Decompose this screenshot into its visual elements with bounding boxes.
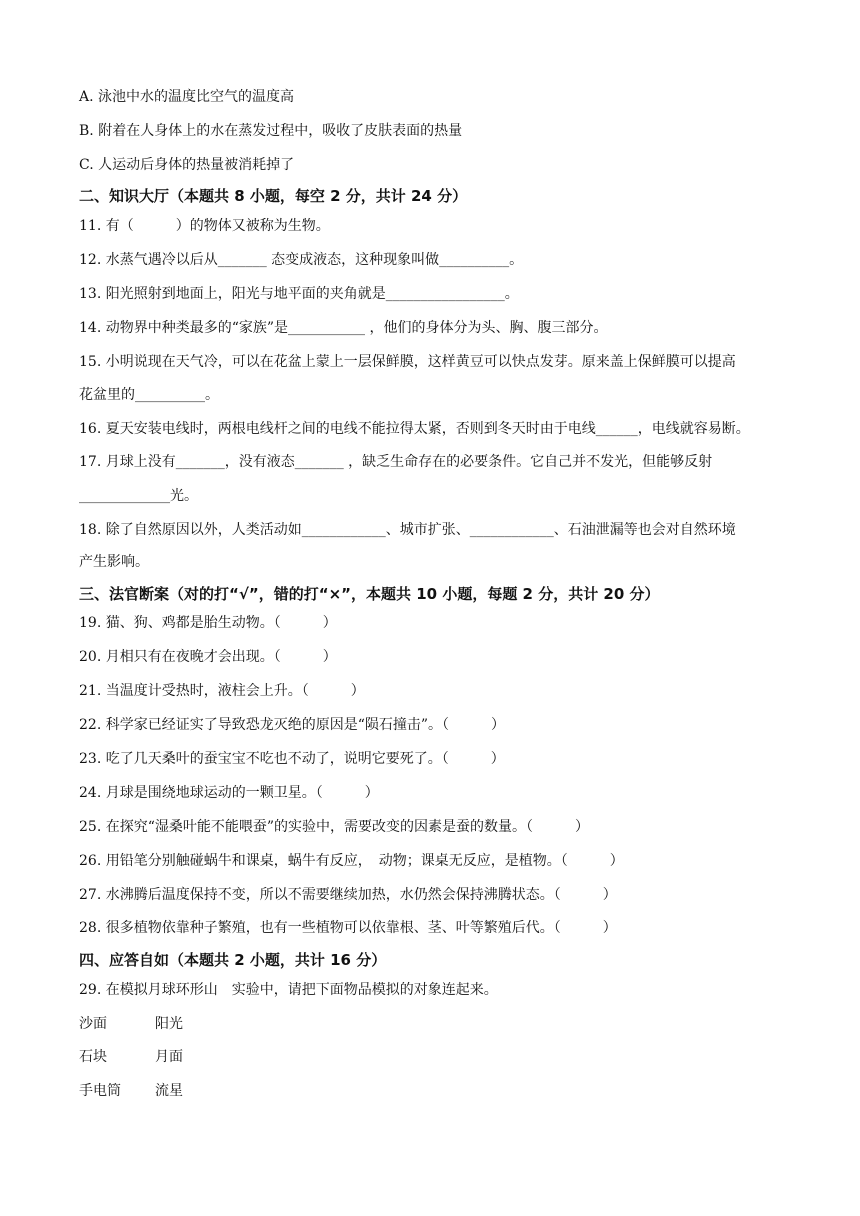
question-21: 21. 当温度计受热时，液柱会上升。（ ） bbox=[79, 683, 365, 699]
question-12: 12. 水蒸气遇冷以后从_______ 态变成液态，这种现象叫做__________。 bbox=[79, 252, 524, 268]
match-row bbox=[79, 1047, 183, 1067]
question-24: 24. 月球是围绕地球运动的一颗卫星。（ ） bbox=[79, 785, 379, 801]
option-b: B. 附着在人身体上的水在蒸发过程中，吸收了皮肤表面的热量 bbox=[79, 123, 463, 139]
question-27: 27. 水沸腾后温度保持不变，所以不需要继续加热，水仍然会保持沸腾状态。（ ） bbox=[79, 887, 617, 903]
question-15-cont: 花盆里的__________。 bbox=[79, 387, 219, 403]
question-17: 17. 月球上没有_______，没有液态_______ ，缺乏生命存在的必要条件。它自己并不发光，但能够反射 bbox=[79, 454, 713, 470]
question-14: 14. 动物界中种类最多的“家族”是___________ ，他们的身体分为头、胸、腹三部分。 bbox=[79, 320, 608, 336]
question-17-cont: _____________光。 bbox=[79, 488, 198, 504]
match-target: 月面 bbox=[155, 1049, 183, 1065]
question-26: 26. 用铅笔分别触碰蜗牛和课桌，蜗牛有反应， 动物；课桌无反应，是植物。（ ） bbox=[79, 853, 624, 869]
question-18-cont: 产生影响。 bbox=[79, 554, 149, 570]
match-item: 沙面 bbox=[79, 1016, 107, 1032]
section-4-heading: 四、应答自如（本题共 2 小题，共计 16 分） bbox=[79, 951, 387, 969]
question-20: 20. 月相只有在夜晚才会出现。（ ） bbox=[79, 649, 337, 665]
section-3-heading: 三、法官断案（对的打“√”，错的打“×”，本题共 10 小题，每题 2 分，共计 20 分） bbox=[79, 585, 660, 603]
option-c: C. 人运动后身体的热量被消耗掉了 bbox=[79, 157, 295, 173]
match-item: 石块 bbox=[79, 1049, 107, 1065]
question-23: 23. 吃了几天桑叶的蚕宝宝不吃也不动了，说明它要死了。（ ） bbox=[79, 751, 505, 767]
section-2-heading: 二、知识大厅（本题共 8 小题，每空 2 分，共计 24 分） bbox=[79, 187, 468, 205]
question-18: 18. 除了自然原因以外，人类活动如____________、城市扩张、____________、石油泄漏等也会对自然环境 bbox=[79, 522, 736, 538]
question-15: 15. 小明说现在天气冷，可以在花盆上蒙上一层保鲜膜，这样黄豆可以快点发芽。原来盖上保鲜膜可以提高 bbox=[79, 354, 736, 370]
question-16: 16. 夏天安装电线时，两根电线杆之间的电线不能拉得太紧，否则到冬天时由于电线______，电线就容易断。 bbox=[79, 421, 750, 437]
match-row bbox=[79, 1081, 183, 1101]
question-25: 25. 在探究“湿桑叶能不能喂蚕”的实验中，需要改变的因素是蚕的数量。（ ） bbox=[79, 819, 590, 835]
question-29: 29. 在模拟月球环形山 实验中，请把下面物品模拟的对象连起来。 bbox=[79, 982, 498, 998]
question-13: 13. 阳光照射到地面上，阳光与地平面的夹角就是_________________。 bbox=[79, 286, 519, 302]
match-item: 手电筒 bbox=[79, 1083, 121, 1099]
option-a: A. 泳池中水的温度比空气的温度高 bbox=[79, 89, 295, 105]
question-11: 11. 有（ ）的物体又被称为生物。 bbox=[79, 218, 330, 234]
match-target: 流星 bbox=[155, 1083, 183, 1099]
question-19: 19. 猫、狗、鸡都是胎生动物。（ ） bbox=[79, 615, 337, 631]
question-28: 28. 很多植物依靠种子繁殖，也有一些植物可以依靠根、茎、叶等繁殖后代。（ ） bbox=[79, 920, 617, 936]
match-row bbox=[79, 1014, 183, 1034]
question-22: 22. 科学家已经证实了导致恐龙灭绝的原因是“陨石撞击”。（ ） bbox=[79, 717, 506, 733]
match-target: 阳光 bbox=[155, 1016, 183, 1032]
